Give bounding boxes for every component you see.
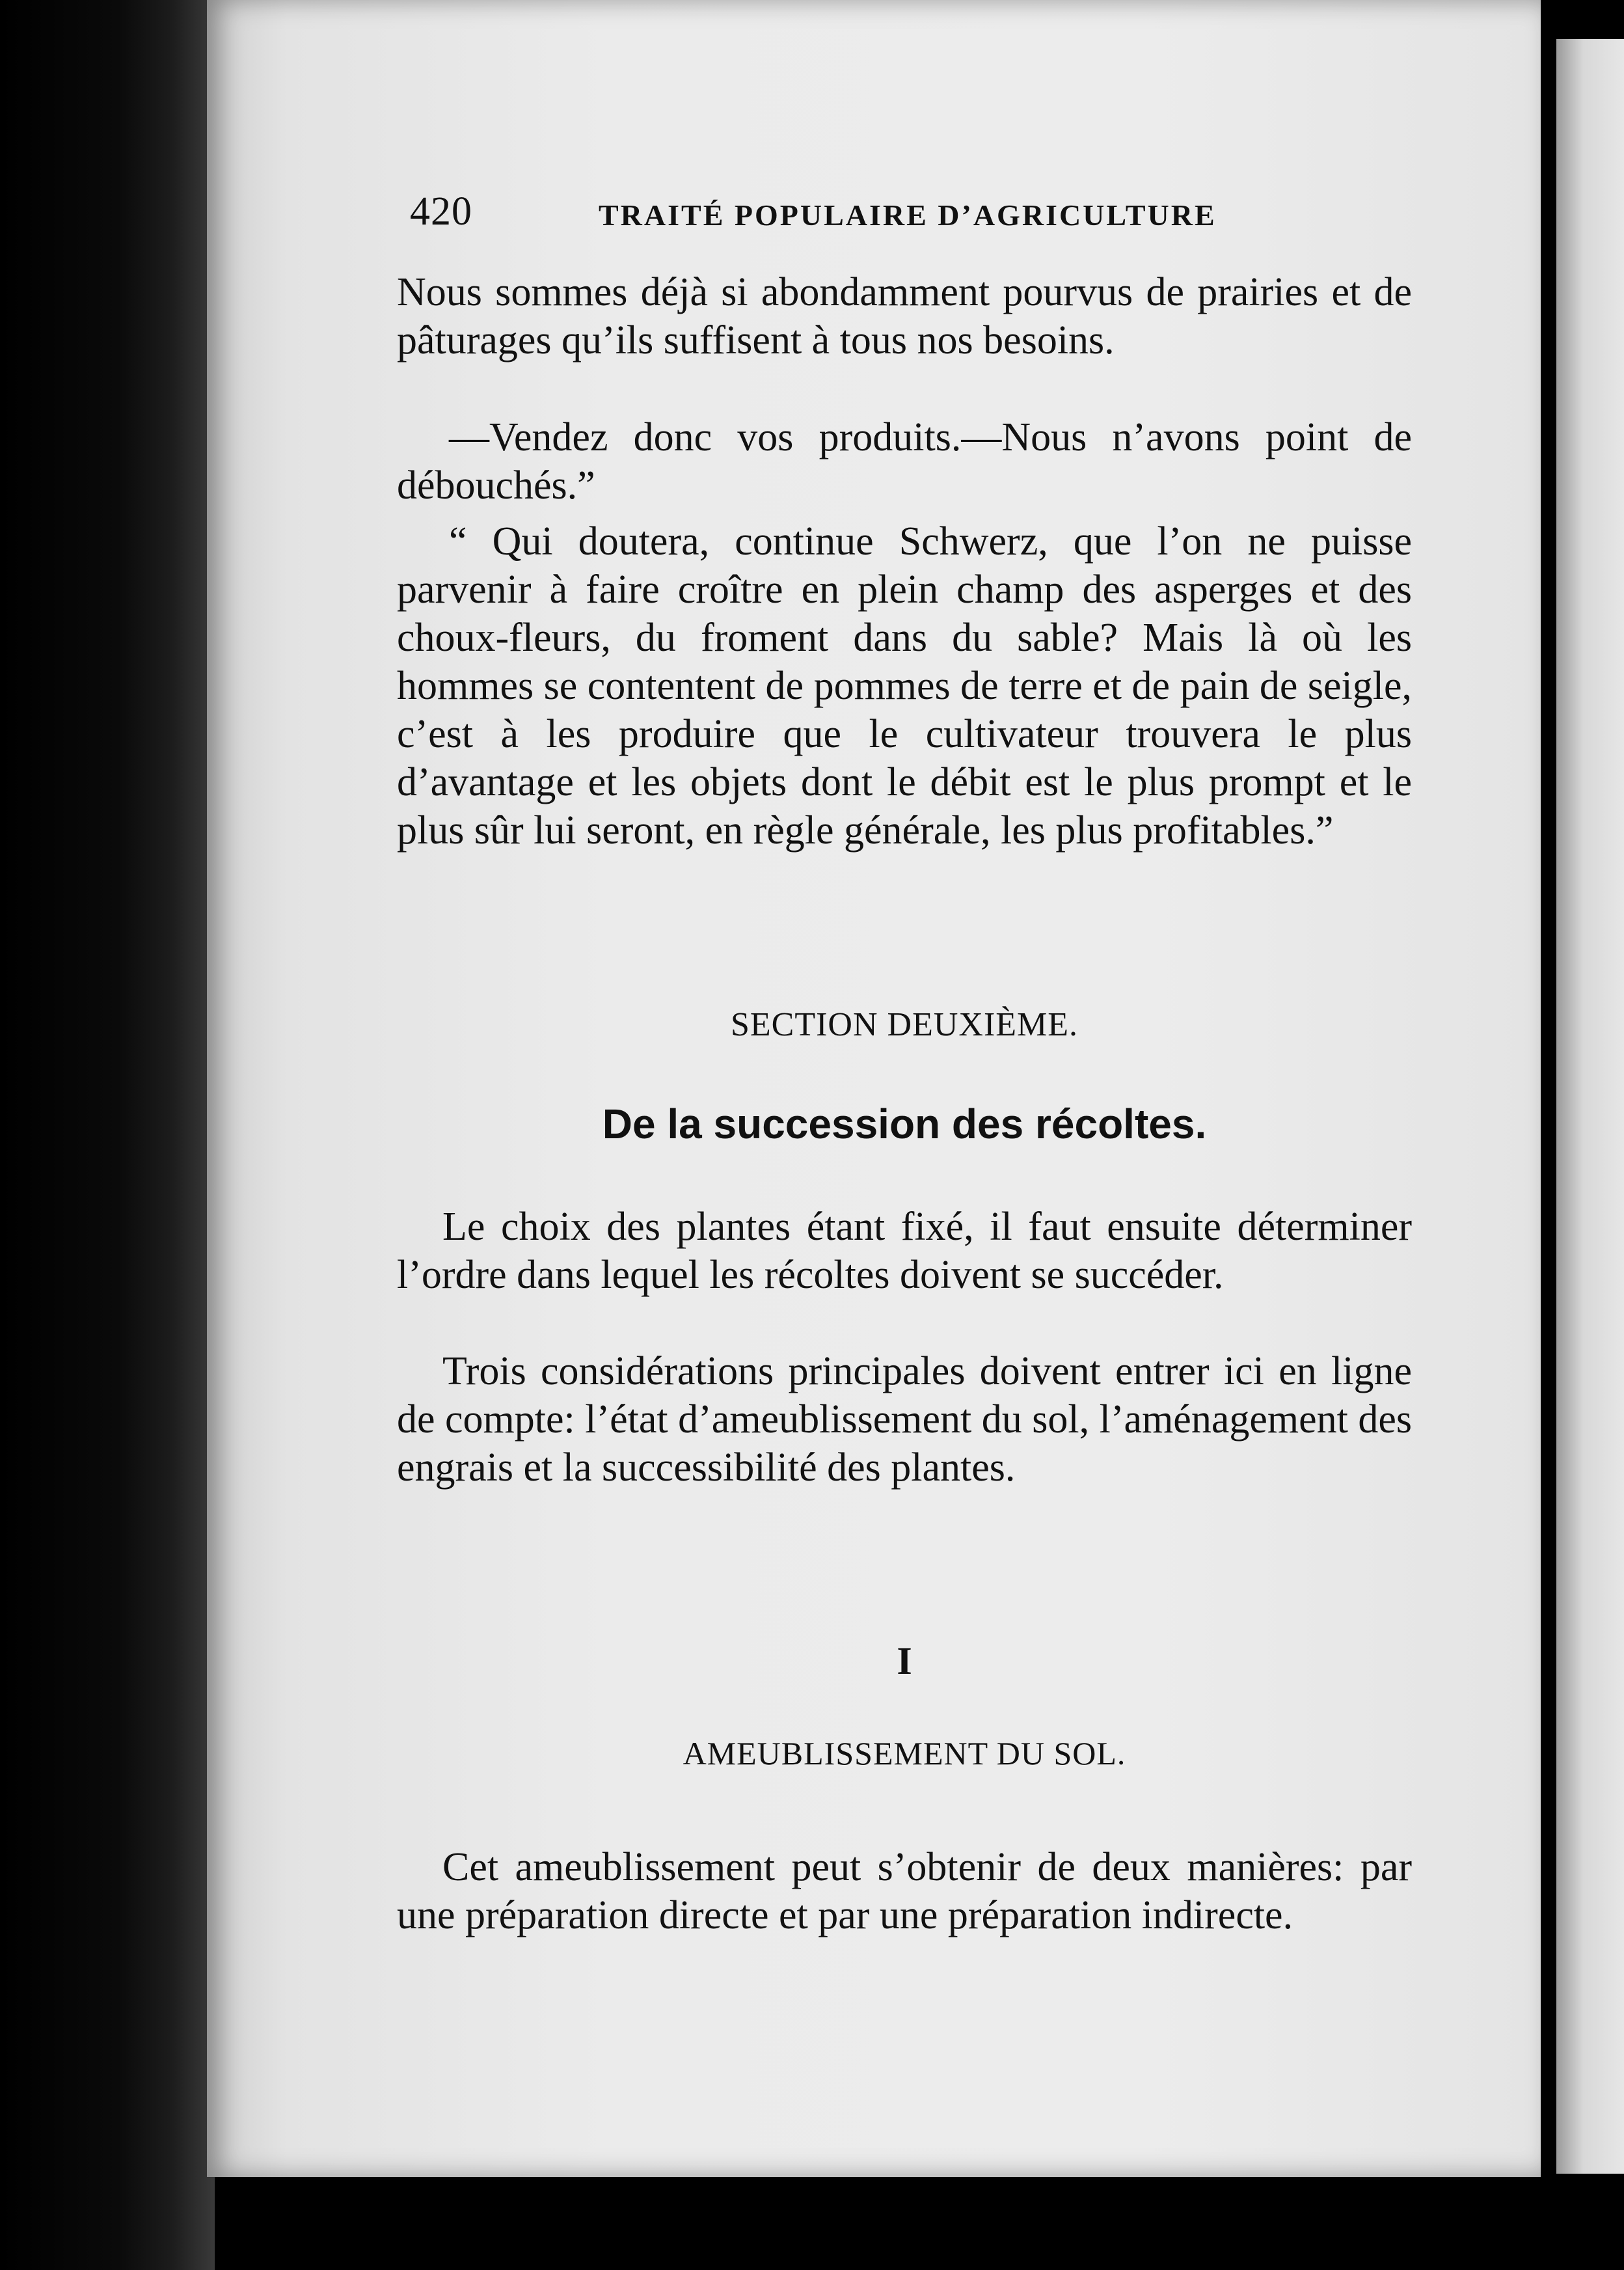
running-title: TRAITÉ POPULAIRE D’AGRICULTURE — [599, 198, 1217, 232]
section-title: De la succession des récoltes. — [602, 1101, 1207, 1147]
page-number: 420 — [410, 189, 472, 234]
adjacent-page-edge — [1556, 39, 1624, 2174]
section-label: SECTION DEUXIÈME. — [730, 1006, 1079, 1043]
subsection-numeral: I — [897, 1639, 912, 1682]
body-paragraph-3: “ Qui doutera, continue Schwerz, que l’on ne puisse parvenir à faire croître en plein champ des asperges et des choux-fleurs, du froment dans du sable? Mais là où les hommes se contentent de pommes de terre et de pain de seigle, c’est à les produire que le cultivateur trouvera le plus d’avantage et les objets dont le débit est le plus prompt et le plus sûr lui seront, en règle générale, les plus profitables.” — [397, 519, 1412, 853]
subsection-title: AMEUBLISSEMENT DU SOL. — [683, 1735, 1126, 1771]
section-paragraph-1: Le choix des plantes étant fixé, il faut ensuite déterminer l’ordre dans lequel les récoltes doivent se succéder. — [397, 1205, 1412, 1297]
running-head — [397, 189, 1412, 241]
book-binding-gutter — [0, 0, 215, 2270]
body-paragraph-1: Nous sommes déjà si abondamment pourvus de prairies et de pâturages qu’ils suffisent à tous nos besoins. — [397, 270, 1412, 362]
body-paragraph-2: —Vendez donc vos produits.—Nous n’avons point de débouchés.” — [397, 415, 1412, 508]
subsection-paragraph-1: Cet ameublissement peut s’obtenir de deux manières: par une préparation directe et par une préparation indirecte. — [397, 1845, 1412, 1937]
section-paragraph-2: Trois considérations principales doivent entrer ici en ligne de compte: l’état d’ameublissement du sol, l’aménagement des engrais et la successibilité des plantes. — [397, 1349, 1412, 1490]
